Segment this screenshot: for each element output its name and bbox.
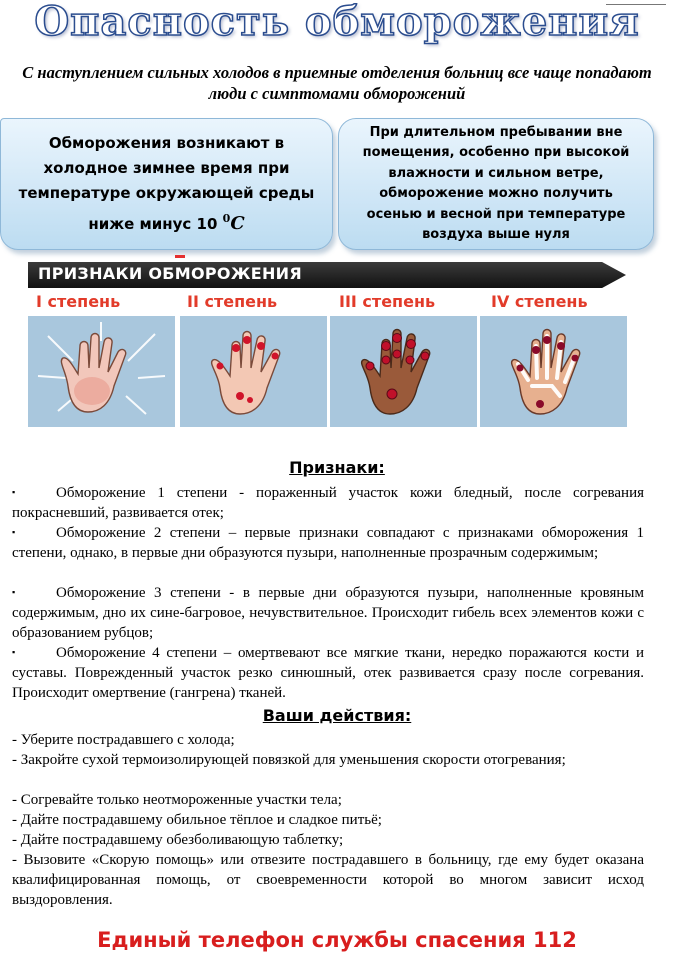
subtitle: С наступлением сильных холодов в приемные отделения больниц все чаще попадают люди с симптомами обморожений [22, 63, 652, 103]
signs-banner-label: ПРИЗНАКИ ОБМОРОЖЕНИЯ [38, 264, 302, 283]
info-box-season [338, 118, 654, 250]
info-right-text: При длительном пребывании вне помещения, особенно при высокой влажности и сильном ветре, обморожение можно получить осенью и весной при температуре воздуха выше нуля [362, 124, 630, 242]
action-item-4: - Дайте пострадавшему обильное тёплое и сладкое питьё; [12, 812, 382, 828]
rescue-phone-footer: Единый телефон службы спасения 112 [97, 928, 577, 952]
signs-heading: Признаки: [289, 458, 385, 477]
action-item-1: - Уберите пострадавшего с холода; [12, 732, 235, 748]
degree-label-1: I степень [36, 292, 121, 311]
info-box-temperature [0, 118, 333, 250]
sign-item-2: ▪ Обморожение 2 степени – первые признаки совпадают с признаками обморожения 1 степени, однако, в первые дни образуются пузыри, наполненные прозрачным содержимым; [12, 525, 644, 561]
signs-banner [28, 262, 626, 288]
celsius-unit: $^0$С [222, 212, 245, 234]
action-item-3: - Согревайте только неотмороженные участки тела; [12, 792, 342, 808]
page-title: Опасность обморожения [34, 0, 640, 45]
degree-label-4: IV степень [491, 292, 588, 311]
hand-degree-3-image [330, 316, 477, 427]
hand-degree-2-image [180, 316, 327, 427]
degree-label-3: III степень [339, 292, 436, 311]
sign-item-3: ▪ Обморожение 3 степени - в первые дни образуются пузыри, наполненные кровяным содержимым, дно их сине-багровое, нечувствительное. Происходит гибель всех элементов кожи с образованием рубцов; [12, 585, 644, 641]
action-item-5: - Дайте пострадавшему обезболивающую таблетку; [12, 832, 344, 848]
actions-heading: Ваши действия: [262, 706, 412, 725]
info-left-text: Обморожения возникают в холодное зимнее время при температуре окружающей среды ниже минус 10 [18, 134, 315, 233]
degree-label-2: II степень [187, 292, 278, 311]
sign-item-1: ▪ Обморожение 1 степени - пораженный участок кожи бледный, после согревания покрасневший, развивается отек; [12, 485, 644, 521]
action-item-2: - Закройте сухой термоизолирующей повязкой для уменьшения скорости отогревания; [12, 752, 566, 768]
action-item-6: - Вызовите «Скорую помощь» или отвезите пострадавшего в больницу, где ему будет оказана квалифицированная помощь, от своевременности которой во многом зависит исход выздоровления. [12, 852, 644, 908]
hand-degree-1-image [28, 316, 175, 427]
sign-item-4: ▪ Обморожение 4 степени – омертвевают все мягкие ткани, нередко поражаются кости и суставы. Поврежденный участок резко синюшный, отек развивается сразу после согревания. Происходит омертвение (гангрена) тканей. [12, 645, 644, 701]
red-dash [175, 255, 185, 258]
hand-degree-4-image [480, 316, 627, 427]
